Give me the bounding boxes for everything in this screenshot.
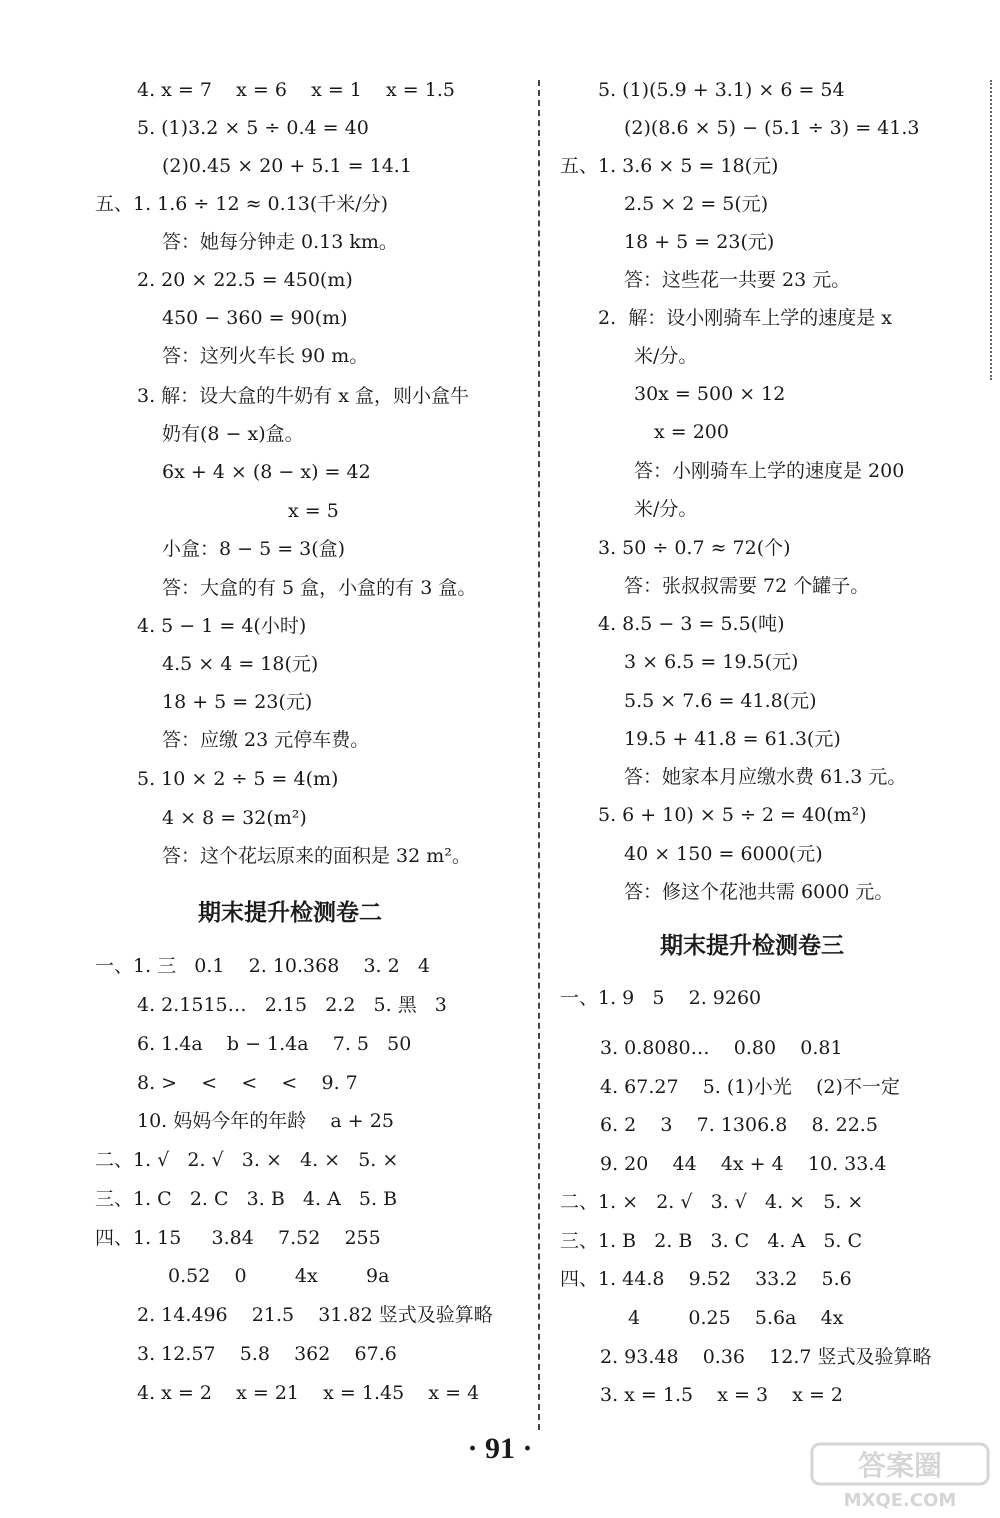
- answer-line: 三、1. C 2. C 3. B 4. A 5. B: [95, 1188, 398, 1210]
- answer-line: 二、1. √ 2. √ 3. × 4. × 5. ×: [95, 1149, 399, 1171]
- answer-line: 5. 10 × 2 ÷ 5 = 4(m): [137, 768, 339, 790]
- answer-line: x = 5: [288, 500, 339, 522]
- answer-line: 4. 8.5 − 3 = 5.5(吨): [598, 613, 785, 635]
- answer-line: 答：大盒的有 5 盒，小盒的有 3 盒。: [162, 577, 477, 599]
- answer-line: 一、1. 9 5 2. 9260: [560, 987, 762, 1009]
- watermark-logo: [810, 1440, 990, 1510]
- answer-line: 答：小刚骑车上学的速度是 200: [634, 460, 905, 482]
- answer-line: 40 × 150 = 6000(元): [624, 843, 823, 865]
- answer-line: 答：修这个花池共需 6000 元。: [624, 881, 894, 903]
- answer-line: x = 200: [654, 421, 729, 443]
- answer-line: 答：张叔叔需要 72 个罐子。: [624, 575, 870, 597]
- svg-text:答案圈: 答案圈: [857, 1449, 943, 1482]
- answer-line: 4. x = 7 x = 6 x = 1 x = 1.5: [137, 79, 455, 101]
- section-title: 期末提升检测卷二: [198, 900, 382, 926]
- answer-line: 4. 5 − 1 = 4(小时): [137, 615, 307, 637]
- answer-line: 2. 20 × 22.5 = 450(m): [137, 269, 353, 291]
- answer-line: 答：这些花一共要 23 元。: [624, 269, 851, 291]
- answer-line: 三、1. B 2. B 3. C 4. A 5. C: [560, 1230, 863, 1252]
- answer-line: 3. 0.8080… 0.80 0.81: [600, 1037, 843, 1059]
- answer-line: 米/分。: [634, 345, 698, 367]
- answer-line: 19.5 + 41.8 = 61.3(元): [624, 728, 841, 750]
- answer-line: 18 + 5 = 23(元): [624, 231, 775, 253]
- answer-line: 答：应缴 23 元停车费。: [162, 729, 370, 751]
- answer-line: 4.5 × 4 = 18(元): [162, 653, 319, 675]
- answer-line: 四、1. 15 3.84 7.52 255: [95, 1227, 381, 1249]
- binding-edge-mark: [990, 80, 992, 380]
- answer-line: 2. 14.496 21.5 31.82 竖式及验算略: [137, 1304, 493, 1326]
- answer-line: 30x = 500 × 12: [634, 383, 786, 405]
- answer-line: 6x + 4 × (8 − x) = 42: [162, 461, 371, 483]
- answer-line: 奶有(8 − x)盒。: [162, 423, 304, 445]
- answer-line: 答：她家本月应缴水费 61.3 元。: [624, 766, 907, 788]
- answer-line: 10. 妈妈今年的年龄 a + 25: [137, 1110, 394, 1132]
- answer-line: 2. 93.48 0.36 12.7 竖式及验算略: [600, 1346, 932, 1368]
- answer-line: 5. (1)(5.9 + 3.1) × 6 = 54: [598, 79, 845, 101]
- answer-line: (2)(8.6 × 5) − (5.1 ÷ 3) = 41.3: [624, 117, 920, 139]
- answer-line: 3 × 6.5 = 19.5(元): [624, 651, 799, 673]
- answer-line: 4. 67.27 5. (1)小光 (2)不一定: [600, 1076, 900, 1098]
- section-title: 期末提升检测卷三: [660, 933, 844, 959]
- answer-line: 五、1. 1.6 ÷ 12 ≈ 0.13(千米/分): [95, 193, 389, 215]
- answer-line: 5.5 × 7.6 = 41.8(元): [624, 690, 817, 712]
- svg-text:MXQE.COM: MXQE.COM: [843, 1490, 957, 1510]
- answer-line: 5. (1)3.2 × 5 ÷ 0.4 = 40: [137, 117, 369, 139]
- answer-line: 答：她每分钟走 0.13 km。: [162, 231, 398, 253]
- answer-line: 四、1. 44.8 9.52 33.2 5.6: [560, 1268, 852, 1290]
- answer-line: 4 0.25 5.6a 4x: [628, 1307, 844, 1329]
- answer-line: 9. 20 44 4x + 4 10. 33.4: [600, 1153, 887, 1175]
- answer-line: 3. 解：设大盒的牛奶有 x 盒，则小盒牛: [137, 385, 469, 407]
- answer-line: 450 − 360 = 90(m): [162, 307, 348, 329]
- page-number: · 91 ·: [467, 1432, 533, 1465]
- answer-line: 2.5 × 2 = 5(元): [624, 193, 769, 215]
- answer-line: 米/分。: [634, 498, 698, 520]
- answer-line: 答：这列火车长 90 m。: [162, 345, 369, 367]
- answer-line: 5. 6 + 10) × 5 ÷ 2 = 40(m²): [598, 804, 867, 826]
- answer-line: 3. 50 ÷ 0.7 ≈ 72(个): [598, 537, 791, 559]
- answer-line: 2. 解：设小刚骑车上学的速度是 x: [598, 307, 892, 329]
- answer-line: 二、1. × 2. √ 3. √ 4. × 5. ×: [560, 1191, 864, 1213]
- answer-line: 答：这个花坛原来的面积是 32 m²。: [162, 845, 471, 867]
- answer-line: 8. > < < < 9. 7: [137, 1072, 358, 1094]
- answer-line: 18 + 5 = 23(元): [162, 691, 313, 713]
- answer-line: 6. 2 3 7. 1306.8 8. 22.5: [600, 1114, 878, 1136]
- answer-line: 4 × 8 = 32(m²): [162, 807, 307, 829]
- column-divider: [538, 80, 540, 1430]
- answer-line: 4. 2.1515… 2.15 2.2 5. 黑 3: [137, 994, 447, 1016]
- answer-line: 小盒：8 − 5 = 3(盒): [162, 538, 346, 560]
- answer-line: 3. x = 1.5 x = 3 x = 2: [600, 1384, 844, 1406]
- answer-line: 4. x = 2 x = 21 x = 1.45 x = 4: [137, 1382, 480, 1404]
- answer-line: 一、1. 三 0.1 2. 10.368 3. 2 4: [95, 955, 430, 977]
- answer-line: (2)0.45 × 20 + 5.1 = 14.1: [162, 155, 412, 177]
- answer-line: 五、1. 3.6 × 5 = 18(元): [560, 155, 779, 177]
- answer-line: 0.52 0 4x 9a: [168, 1265, 390, 1287]
- answer-line: 3. 12.57 5.8 362 67.6: [137, 1343, 397, 1365]
- answer-line: 6. 1.4a b − 1.4a 7. 5 50: [137, 1033, 412, 1055]
